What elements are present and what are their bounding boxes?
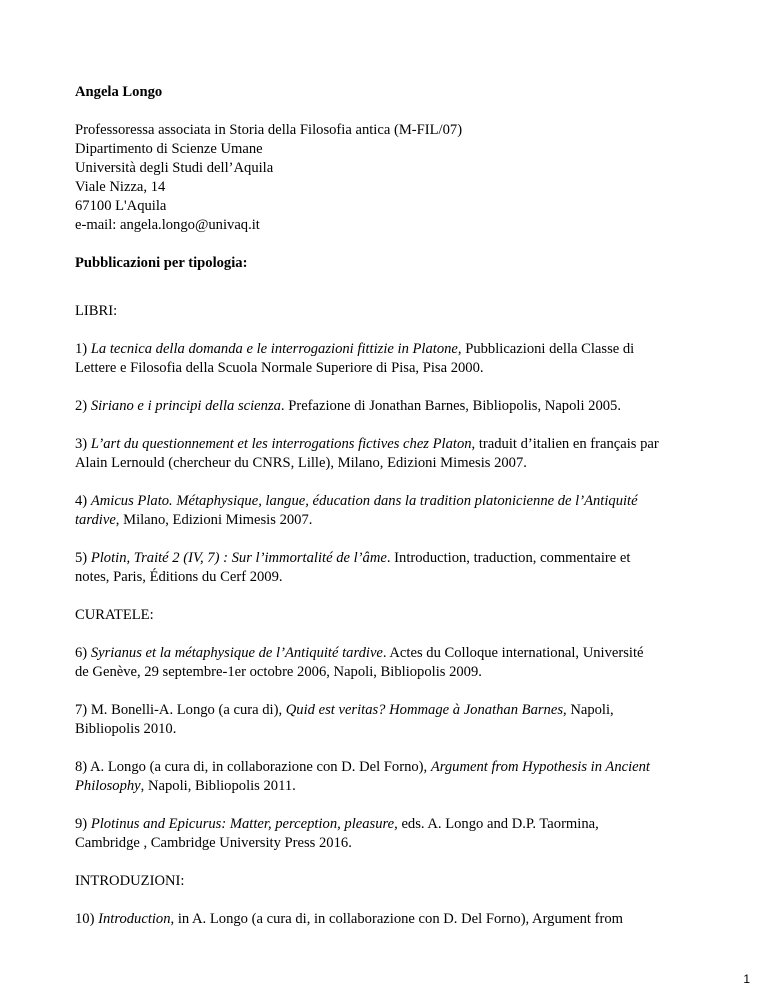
- author-university: Università degli Studi dell’Aquila: [75, 160, 274, 176]
- author-position: Professoressa associata in Storia della Filosofia antica (M-FIL/07): [75, 122, 463, 138]
- publication-item: 4) Amicus Plato. Métaphysique, langue, éducation dans la tradition platonicienne de l’Antiquité tardive, Milano, Edizioni Mimesis 2007.: [75, 493, 638, 528]
- curatele-heading: CURATELE:: [75, 607, 154, 623]
- publication-item: 7) M. Bonelli-A. Longo (a cura di), Quid est veritas? Hommage à Jonathan Barnes, Napoli, Bibliopolis 2010.: [75, 702, 614, 737]
- publication-item: 10) Introduction, in A. Longo (a cura di, in collaborazione con D. Del Forno), Argument from: [75, 911, 623, 927]
- author-city: 67100 L'Aquila: [75, 198, 167, 214]
- author-email: e-mail: angela.longo@univaq.it: [75, 217, 260, 233]
- publication-item: 5) Plotin, Traité 2 (IV, 7) : Sur l’immortalité de l’âme. Introduction, traduction, commentaire et notes, Paris, Éditions du Cerf 2009.: [75, 550, 631, 585]
- publication-item: 6) Syrianus et la métaphysique de l’Antiquité tardive. Actes du Colloque international, Université de Genève, 29 septembre-1er octobre 2006, Napoli, Bibliopolis 2009.: [75, 645, 644, 680]
- publication-item: 9) Plotinus and Epicurus: Matter, perception, pleasure, eds. A. Longo and D.P. Taormina, Cambridge , Cambridge University Press 2016.: [75, 816, 599, 851]
- publication-item: 8) A. Longo (a cura di, in collaborazione con D. Del Forno), Argument from Hypothesis in Ancient Philosophy, Napoli, Bibliopolis 2011.: [75, 759, 650, 794]
- author-name: Angela Longo: [75, 84, 163, 100]
- libri-heading: LIBRI:: [75, 303, 118, 319]
- publication-item: 3) L’art du questionnement et les interrogations fictives chez Platon, traduit d’italien en français par Alain Lernould (chercheur du CNRS, Lille), Milano, Edizioni Mimesis 2007.: [75, 436, 659, 471]
- page-number: 1: [743, 972, 750, 986]
- author-address-block: [75, 121, 695, 235]
- author-street: Viale Nizza, 14: [75, 179, 166, 195]
- publication-item: 1) La tecnica della domanda e le interrogazioni fittizie in Platone, Pubblicazioni della Classe di Lettere e Filosofia della Scuola Normale Superiore di Pisa, Pisa 2000.: [75, 341, 635, 376]
- document-page: [75, 83, 695, 929]
- author-department: Dipartimento di Scienze Umane: [75, 141, 263, 157]
- introduzioni-heading: INTRODUZIONI:: [75, 873, 185, 889]
- section-title: Pubblicazioni per tipologia:: [75, 255, 248, 271]
- publication-item: 2) Siriano e i principi della scienza. Prefazione di Jonathan Barnes, Bibliopolis, Napoli 2005.: [75, 398, 621, 414]
